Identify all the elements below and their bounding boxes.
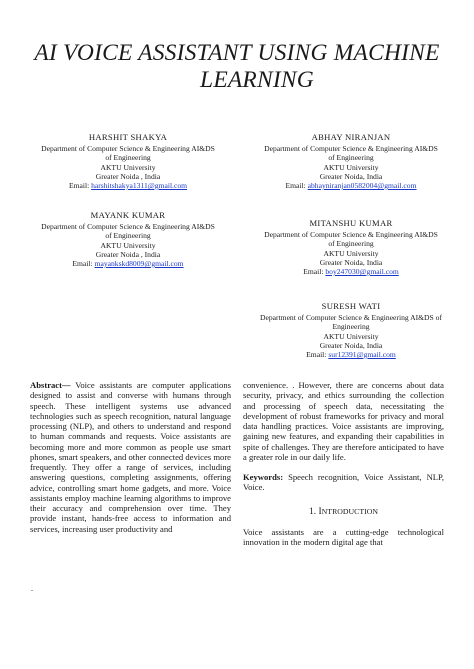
author-location: Greater Noida , India xyxy=(95,249,161,259)
section-first-letter: I xyxy=(318,506,322,517)
author-location: Greater Noida , India xyxy=(95,171,161,181)
author-email-link[interactable]: mayankskd8009@gmail.com xyxy=(94,259,184,269)
title-line-1: AI VOICE ASSISTANT USING MACHINE xyxy=(34,40,440,66)
author-name: MITANSHU KUMAR xyxy=(309,218,393,228)
author-location: Greater Noida, India xyxy=(319,171,383,181)
author-name: ABHAY NIRANJAN xyxy=(311,132,391,142)
section-heading-introduction xyxy=(243,507,444,517)
author-block-suresh xyxy=(246,302,456,359)
author-block-mitanshu xyxy=(246,219,456,276)
author-university: AKTU University xyxy=(323,248,379,258)
keywords-text: Speech recognition, Voice Assistant, NLP, Voice. xyxy=(243,472,444,493)
author-dept: Department of Computer Science & Engineering AI&DS xyxy=(264,144,438,154)
author-block-harshit xyxy=(28,133,228,190)
keywords-paragraph xyxy=(243,472,444,493)
email-label: Email: xyxy=(303,267,324,277)
email-label: Email: xyxy=(72,259,93,269)
author-name: HARSHIT SHAKYA xyxy=(88,132,168,142)
paper-title xyxy=(20,40,454,94)
author-dept-cont: Engineering xyxy=(332,322,370,332)
author-block-abhay xyxy=(246,133,456,190)
section-number: 1. xyxy=(309,506,317,517)
right-column xyxy=(243,380,444,547)
author-dept-cont: of Engineering xyxy=(105,231,151,241)
author-name: SURESH WATI xyxy=(321,301,381,311)
author-dept: Department of Computer Science & Engineering AI&DS of xyxy=(260,313,442,323)
author-name: MAYANK KUMAR xyxy=(90,210,166,220)
author-email-row xyxy=(246,267,456,276)
abstract-text: Voice assistants are computer applications designed to assist and converse with humans through speech. These intelligent systems use advanced technologies such as speech recognition, natural language processing (NLP), and others to understand and respond to human commands and requests. Voice assistants are becoming more and more common as people use smart phones, smart speakers, and other connected devices more frequently. They offer a range of services, including answering questions, completing assignments, offering advice, controlling smart home gadgets, and more. Voice assistants employ machine learning algorithms to improve their accuracy and comprehension over time. They provide instant, hands-free access to information and services, increasing user productivity and xyxy=(30,380,231,534)
abstract-continued: convenience. . However, there are concerns about data security, privacy, and ethics surrounding the collection and processing of speech data, necessitating the development of robust frameworks for privacy and moral data handling practices. Voice assistants are improving, gaining new features, and expanding their capabilities in spite of challenges. They are therefore anticipated to have a greater role in our daily life. xyxy=(243,380,444,462)
author-email-row xyxy=(246,350,456,359)
author-university: AKTU University xyxy=(100,162,156,172)
author-email-link[interactable]: abhayniranjan0582004@gmail.com xyxy=(307,181,417,191)
author-location: Greater Noida, India xyxy=(319,257,383,267)
keywords-label: Keywords: xyxy=(243,472,284,482)
footer-mark: . xyxy=(31,584,33,593)
author-dept-cont: of Engineering xyxy=(105,153,151,163)
author-dept-cont: of Engineering xyxy=(328,153,374,163)
email-label: Email: xyxy=(306,350,327,360)
section-title-rest: NTRODUCTION xyxy=(321,506,378,516)
author-dept: Department of Computer Science & Engineering AI&DS xyxy=(41,144,215,154)
author-university: AKTU University xyxy=(100,240,156,250)
author-email-link[interactable]: harshitshakya1311@gmail.com xyxy=(91,181,188,191)
author-email-row xyxy=(28,181,228,190)
left-column xyxy=(30,380,231,534)
author-dept: Department of Computer Science & Engineering AI&DS xyxy=(41,222,215,232)
author-email-row xyxy=(28,259,228,268)
author-block-mayank xyxy=(28,211,228,268)
author-location: Greater Noida, India xyxy=(319,340,383,350)
author-dept: Department of Computer Science & Engineering AI&DS xyxy=(264,230,438,240)
author-email-link[interactable]: sur12391@gmail.com xyxy=(328,350,396,360)
abstract-label: Abstract— xyxy=(30,380,71,390)
abstract-paragraph xyxy=(30,380,231,534)
author-university: AKTU University xyxy=(323,162,379,172)
intro-paragraph: Voice assistants are a cutting-edge technological innovation in the modern digital age that xyxy=(243,526,444,547)
author-email-link[interactable]: boy247030@gmail.com xyxy=(325,267,399,277)
title-line-2: LEARNING xyxy=(200,67,314,93)
author-university: AKTU University xyxy=(323,331,379,341)
email-label: Email: xyxy=(68,181,90,191)
author-dept-cont: of Engineering xyxy=(328,239,374,249)
author-email-row xyxy=(246,181,456,190)
email-label: Email: xyxy=(285,181,306,191)
